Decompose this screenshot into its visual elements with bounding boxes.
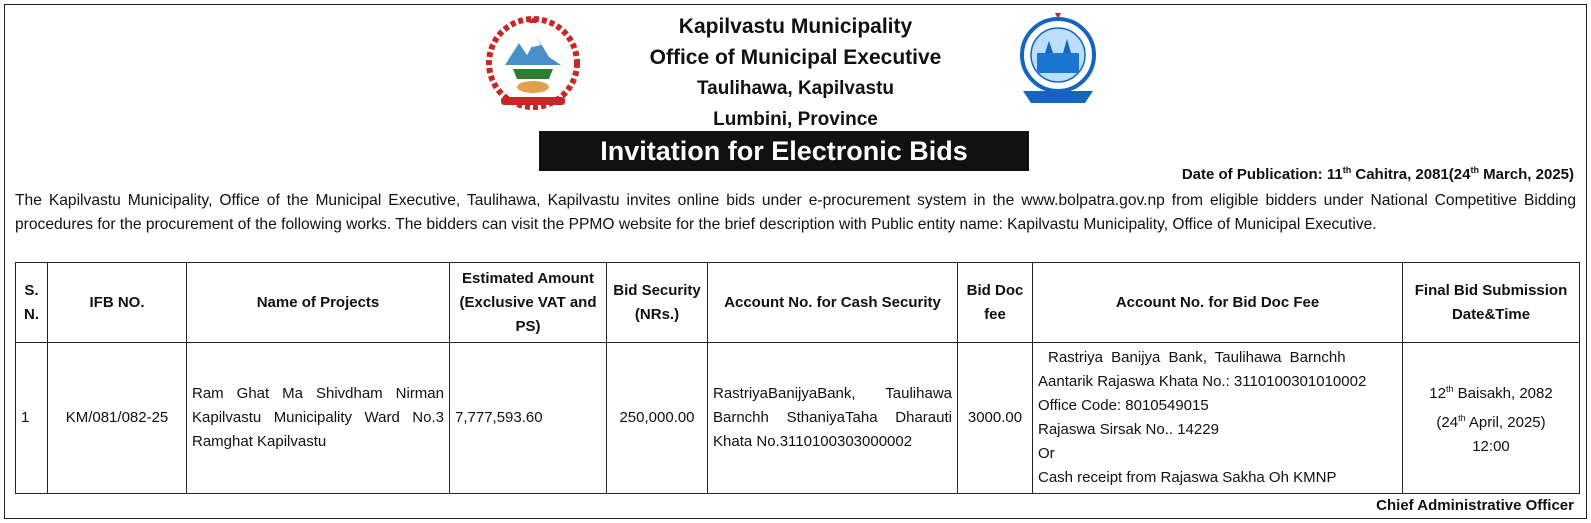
cell-cash-account: RastriyaBanijyaBank, Taulihawa Barnchh SthaniyaTaha Dharauti Khata No.3110100303000002 [708,343,958,494]
header [5,5,1586,166]
deadline-time: 12:00 [1472,438,1510,455]
publication-date: Date of Publication: 11th Cahitra, 2081(24th March, 2025) [1181,165,1574,183]
cell-sn: 1 [16,343,48,494]
fee-account-line: Cash receipt from Rajaswa Sakha Oh KMNP [1038,469,1337,486]
col-fee-account: Account No. for Bid Doc Fee [1033,263,1403,343]
fee-account-line: Aantarik Rajaswa Khata No.: 3110100301010002 [1038,373,1367,390]
table-header-row [16,263,1580,343]
org-name: Kapilvastu Municipality [678,15,913,38]
office-name: Office of Municipal Executive [649,46,942,69]
col-cash-account: Account No. for Cash Security [708,263,958,343]
col-ifb: IFB NO. [48,263,187,343]
notice-frame [4,4,1587,519]
col-sn: S. N. [16,263,48,343]
intro-paragraph: The Kapilvastu Municipality, Office of the Municipal Executive, Taulihawa, Kapilvastu invites online bids under e-procurement system in the www.bolpatra.gov.np from eligible bidders under National Competitive Bidding procedures for the procurement of the following works. The bidders can visit the PPMO website for the brief description with Public entity name: Kapilvastu Municipality, Office of Municipal Executive. [15,192,1576,233]
fee-account-line: Or [1038,445,1055,462]
municipality-logo-icon [1017,13,1099,109]
table-row [16,343,1580,494]
province: Lumbini, Province [713,109,878,130]
cell-project: Ram Ghat Ma Shivdham Nirman Kapilvastu Municipality Ward No.3 Ramghat Kapilvastu [187,343,450,494]
cell-security: 250,000.00 [607,343,708,494]
cell-doc-fee: 3000.00 [958,343,1033,494]
fee-account-line: Rajaswa Sirsak No.. 14229 [1038,421,1219,438]
col-doc-fee: Bid Doc fee [958,263,1033,343]
deadline-nepali: 12th Baisakh, 2082 [1429,384,1553,402]
signatory: Chief Administrative Officer [1376,497,1574,514]
cell-deadline [1403,343,1580,494]
cell-fee-account [1033,343,1403,494]
fee-account-line: Office Code: 8010549015 [1038,397,1209,414]
col-security: Bid Security (NRs.) [607,263,708,343]
deadline-english: (24th April, 2025) [1436,413,1546,431]
location: Taulihawa, Kapilvastu [696,78,895,99]
col-amount: Estimated Amount (Exclusive VAT and PS) [450,263,607,343]
fee-account-line: Rastriya Banijya Bank, Taulihawa Barnchh [1048,349,1346,366]
page-title: Invitation for Electronic Bids [539,131,1029,171]
col-deadline: Final Bid Submission Date&Time [1403,263,1580,343]
col-project: Name of Projects [187,263,450,343]
cell-ifb: KM/081/082-25 [48,343,187,494]
cell-amount: 7,777,593.60 [450,343,607,494]
bids-table [15,262,1580,494]
